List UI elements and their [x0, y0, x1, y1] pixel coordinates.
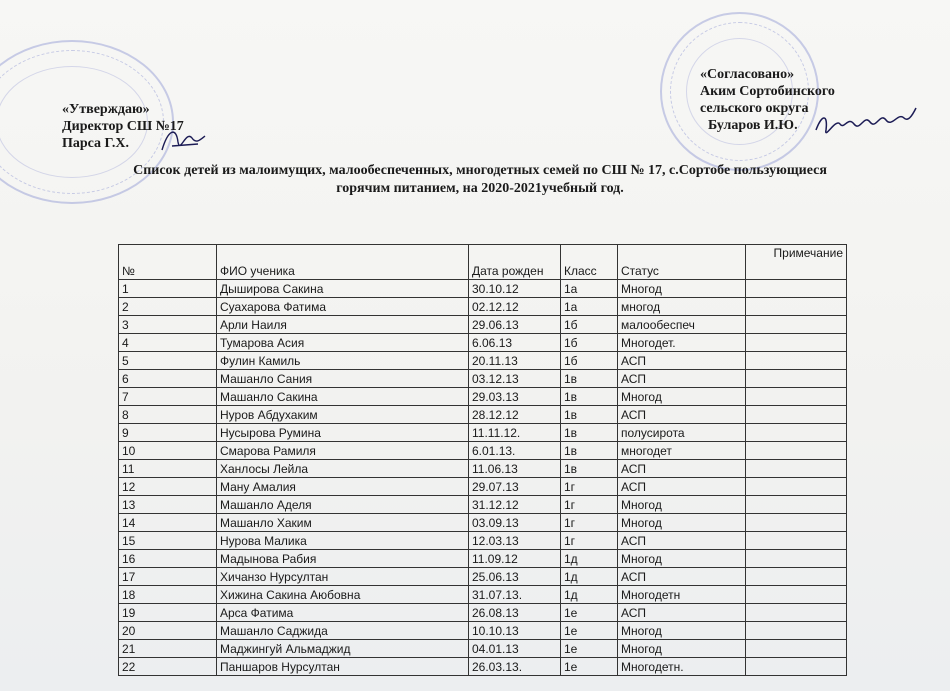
cell-status: полусирота	[618, 424, 746, 442]
cell-num: 13	[119, 496, 217, 514]
cell-num: 3	[119, 316, 217, 334]
cell-class: 1в	[561, 460, 618, 478]
cell-num: 9	[119, 424, 217, 442]
cell-class: 1в	[561, 388, 618, 406]
cell-status: Многод	[618, 622, 746, 640]
header-name: ФИО ученика	[217, 245, 469, 280]
cell-class: 1б	[561, 334, 618, 352]
cell-name: Тумарова Асия	[217, 334, 469, 352]
cell-name: Хичанзо Нурсултан	[217, 568, 469, 586]
cell-status: Многод	[618, 550, 746, 568]
cell-date: 31.07.13.	[469, 586, 561, 604]
students-table	[118, 244, 847, 676]
cell-date: 29.06.13	[469, 316, 561, 334]
cell-name: Нуров Абдухаким	[217, 406, 469, 424]
cell-date: 29.03.13	[469, 388, 561, 406]
table-header-row	[119, 245, 847, 280]
cell-num: 22	[119, 658, 217, 676]
document-title	[70, 162, 890, 198]
cell-name: Смарова Рамиля	[217, 442, 469, 460]
cell-name: Машанло Сакина	[217, 388, 469, 406]
cell-date: 12.03.13	[469, 532, 561, 550]
table-row	[119, 568, 847, 586]
cell-note	[746, 568, 847, 586]
cell-num: 21	[119, 640, 217, 658]
cell-num: 14	[119, 514, 217, 532]
cell-date: 20.11.13	[469, 352, 561, 370]
cell-note	[746, 442, 847, 460]
cell-note	[746, 334, 847, 352]
akim-signature	[810, 100, 920, 145]
table-row	[119, 586, 847, 604]
agreement-line-4: Буларов И.Ю.	[708, 118, 798, 133]
cell-note	[746, 640, 847, 658]
cell-date: 29.07.13	[469, 478, 561, 496]
cell-name: Мадынова Рабия	[217, 550, 469, 568]
cell-name: Паншаров Нурсултан	[217, 658, 469, 676]
cell-num: 16	[119, 550, 217, 568]
cell-class: 1д	[561, 568, 618, 586]
cell-name: Маджингуй Альмаджид	[217, 640, 469, 658]
cell-status: Многод	[618, 280, 746, 298]
cell-num: 6	[119, 370, 217, 388]
cell-date: 6.06.13	[469, 334, 561, 352]
cell-class: 1е	[561, 658, 618, 676]
cell-class: 1в	[561, 442, 618, 460]
cell-note	[746, 298, 847, 316]
cell-status: АСП	[618, 406, 746, 424]
cell-num: 12	[119, 478, 217, 496]
cell-name: Арса Фатима	[217, 604, 469, 622]
agreement-line-1: «Согласовано»	[700, 67, 795, 82]
cell-num: 19	[119, 604, 217, 622]
cell-class: 1в	[561, 424, 618, 442]
cell-status: АСП	[618, 532, 746, 550]
cell-date: 31.12.12	[469, 496, 561, 514]
cell-num: 5	[119, 352, 217, 370]
cell-note	[746, 604, 847, 622]
cell-num: 1	[119, 280, 217, 298]
cell-status: АСП	[618, 370, 746, 388]
cell-class: 1г	[561, 478, 618, 496]
agreement-line-3: сельского округа	[700, 101, 809, 116]
cell-note	[746, 460, 847, 478]
cell-name: Ману Амалия	[217, 478, 469, 496]
cell-status: АСП	[618, 568, 746, 586]
cell-class: 1д	[561, 550, 618, 568]
table-row	[119, 550, 847, 568]
cell-date: 25.06.13	[469, 568, 561, 586]
table-row	[119, 370, 847, 388]
cell-date: 30.10.12	[469, 280, 561, 298]
cell-num: 20	[119, 622, 217, 640]
table-row	[119, 298, 847, 316]
cell-date: 6.01.13.	[469, 442, 561, 460]
cell-date: 11.09.12	[469, 550, 561, 568]
header-note: Примечание	[746, 245, 847, 280]
cell-status: Многодет.	[618, 334, 746, 352]
cell-name: Машанло Хаким	[217, 514, 469, 532]
agreement-line-2: Аким Сортобинского	[700, 84, 835, 99]
table-row	[119, 640, 847, 658]
cell-class: 1а	[561, 280, 618, 298]
cell-date: 26.03.13.	[469, 658, 561, 676]
approval-line-2: Директор СШ №17	[62, 119, 184, 134]
table-row	[119, 352, 847, 370]
cell-date: 28.12.12	[469, 406, 561, 424]
approval-line-3: Парса Г.Х.	[62, 136, 129, 151]
cell-status: Многодетн.	[618, 658, 746, 676]
table-row	[119, 514, 847, 532]
cell-note	[746, 658, 847, 676]
cell-note	[746, 280, 847, 298]
cell-class: 1д	[561, 586, 618, 604]
director-signature	[158, 120, 208, 160]
cell-status: АСП	[618, 478, 746, 496]
cell-date: 11.11.12.	[469, 424, 561, 442]
cell-status: Многод	[618, 496, 746, 514]
cell-date: 03.12.13	[469, 370, 561, 388]
header-num: №	[119, 245, 217, 280]
cell-name: Арли Наиля	[217, 316, 469, 334]
cell-note	[746, 406, 847, 424]
cell-num: 7	[119, 388, 217, 406]
header-class: Класс	[561, 245, 618, 280]
table-row	[119, 496, 847, 514]
cell-name: Нурова Малика	[217, 532, 469, 550]
cell-class: 1е	[561, 622, 618, 640]
cell-class: 1б	[561, 352, 618, 370]
table-row	[119, 334, 847, 352]
table-row	[119, 622, 847, 640]
cell-class: 1а	[561, 298, 618, 316]
cell-class: 1б	[561, 316, 618, 334]
title-line-2: горячим питанием, на 2020-2021учебный год.	[336, 181, 624, 196]
cell-note	[746, 586, 847, 604]
cell-class: 1в	[561, 370, 618, 388]
cell-num: 18	[119, 586, 217, 604]
table-row	[119, 532, 847, 550]
cell-name: Нусырова Румина	[217, 424, 469, 442]
cell-class: 1е	[561, 604, 618, 622]
cell-date: 11.06.13	[469, 460, 561, 478]
table-row	[119, 424, 847, 442]
cell-status: АСП	[618, 460, 746, 478]
cell-num: 15	[119, 532, 217, 550]
cell-date: 04.01.13	[469, 640, 561, 658]
cell-class: 1в	[561, 406, 618, 424]
table-row	[119, 388, 847, 406]
cell-class: 1е	[561, 640, 618, 658]
header-date: Дата рожден	[469, 245, 561, 280]
cell-num: 2	[119, 298, 217, 316]
cell-date: 02.12.12	[469, 298, 561, 316]
cell-note	[746, 424, 847, 442]
cell-num: 10	[119, 442, 217, 460]
cell-note	[746, 370, 847, 388]
cell-name: Машанло Саджида	[217, 622, 469, 640]
title-line-1: Список детей из малоимущих, малообеспеченных, многодетных семей по СШ № 17, с.Сортобе пользующиеся	[133, 163, 827, 178]
cell-name: Ханлосы Лейла	[217, 460, 469, 478]
cell-class: 1г	[561, 514, 618, 532]
cell-class: 1г	[561, 496, 618, 514]
cell-num: 4	[119, 334, 217, 352]
header-status: Статус	[618, 245, 746, 280]
cell-status: Многод	[618, 640, 746, 658]
table-row	[119, 478, 847, 496]
table-row	[119, 658, 847, 676]
table-row	[119, 316, 847, 334]
cell-status: многодет	[618, 442, 746, 460]
cell-status: многод	[618, 298, 746, 316]
cell-class: 1г	[561, 532, 618, 550]
cell-status: Многодетн	[618, 586, 746, 604]
cell-date: 03.09.13	[469, 514, 561, 532]
cell-name: Машанло Аделя	[217, 496, 469, 514]
table-row	[119, 442, 847, 460]
cell-num: 8	[119, 406, 217, 424]
approval-line-1: «Утверждаю»	[62, 102, 150, 117]
cell-name: Хижина Сакина Аюбовна	[217, 586, 469, 604]
cell-status: Многод	[618, 388, 746, 406]
cell-name: Дыширова Сакина	[217, 280, 469, 298]
cell-num: 17	[119, 568, 217, 586]
cell-name: Суахарова Фатима	[217, 298, 469, 316]
cell-name: Машанло Сания	[217, 370, 469, 388]
cell-note	[746, 388, 847, 406]
cell-status: АСП	[618, 604, 746, 622]
cell-note	[746, 496, 847, 514]
cell-note	[746, 532, 847, 550]
table-row	[119, 280, 847, 298]
table-row	[119, 460, 847, 478]
cell-date: 10.10.13	[469, 622, 561, 640]
table-row	[119, 406, 847, 424]
cell-status: Многод	[618, 514, 746, 532]
cell-status: АСП	[618, 352, 746, 370]
cell-note	[746, 316, 847, 334]
cell-num: 11	[119, 460, 217, 478]
cell-name: Фулин Камиль	[217, 352, 469, 370]
cell-note	[746, 622, 847, 640]
cell-note	[746, 514, 847, 532]
cell-note	[746, 550, 847, 568]
cell-note	[746, 352, 847, 370]
cell-date: 26.08.13	[469, 604, 561, 622]
cell-note	[746, 478, 847, 496]
cell-status: малообеспеч	[618, 316, 746, 334]
table-row	[119, 604, 847, 622]
